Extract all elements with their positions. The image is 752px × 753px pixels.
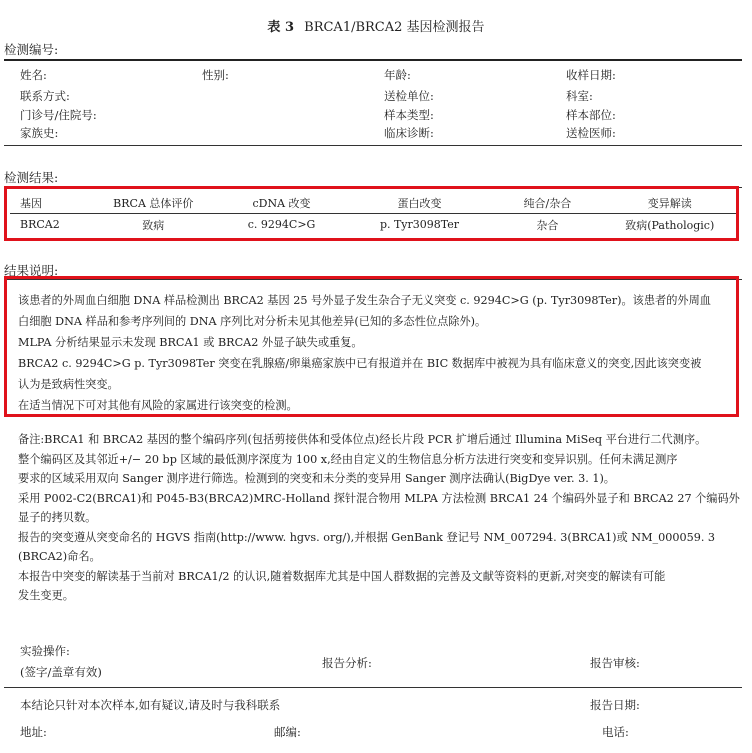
report-title-text: BRCA1/BRCA2 基因检测报告 <box>304 20 485 35</box>
note-line: 发生变更。 <box>18 589 74 602</box>
postcode-label: 邮编: <box>274 725 301 739</box>
cell-overall: 致病 <box>142 218 165 232</box>
explanation-line: 认为是致病性突变。 <box>18 378 119 391</box>
sample-type-field: 样本类型: <box>384 108 434 122</box>
sending-unit-field: 送检单位: <box>384 89 434 103</box>
clinic-number-field: 门诊号/住院号: <box>20 108 97 122</box>
department-field: 科室: <box>566 89 593 103</box>
header-zygosity: 纯合/杂合 <box>493 192 601 214</box>
header-protein: 蛋白改变 <box>346 192 494 214</box>
note-line: 采用 P002-C2(BRCA1)和 P045-B3(BRCA2)MRC-Holland 探针混合物用 MLPA 方法检测 BRCA1 24 个编码外显子和 BRCA2 27 个编码外 <box>18 491 740 505</box>
note-line: (BRCA2)命名。 <box>18 550 101 563</box>
explanation-line: 白细胞 DNA 样品和参考序列间的 DNA 序列比对分析未见其他差异(已知的多态性位点除外)。 <box>18 315 487 328</box>
explanation-line: 在适当情况下可对其他有风险的家属进行该突变的检测。 <box>18 399 298 412</box>
table-number: 表 3 <box>267 20 294 35</box>
note-line: 要求的区域采用双向 Sanger 测序进行筛选。检测到的突变和未分类的变异用 Sanger 测序法确认(BigDye ver. 3. 1)。 <box>18 472 615 485</box>
cell-protein: p. Tyr3098Ter <box>379 218 460 231</box>
divider <box>4 145 742 146</box>
contact-field: 联系方式: <box>20 89 70 103</box>
note-line: 报告的突变遵从突变命名的 HGVS 指南(http://www. hgvs. org/),并根据 GenBank 登记号 NM_007294. 3(BRCA1)或 NM_000059. 3 <box>18 530 716 544</box>
notes-text <box>18 430 742 606</box>
reviewer-label: 报告审核: <box>590 656 640 670</box>
cell-zygosity: 杂合 <box>536 218 559 232</box>
results-highlight-box <box>4 186 739 241</box>
explanation-line: 该患者的外周血白细胞 DNA 样品检测出 BRCA2 基因 25 号外显子发生杂合子无义突变 c. 9294C>G (p. Tyr3098Ter)。该患者的外周血 <box>18 294 711 307</box>
divider <box>4 687 742 688</box>
cell-cdna: c. 9294C>G <box>247 218 316 231</box>
doctor-field: 送检医师: <box>566 126 616 140</box>
operator-label: 实验操作: <box>20 644 70 658</box>
note-line: 备注:BRCA1 和 BRCA2 基因的整个编码序列(包括剪接供体和受体位点)经长片段 PCR 扩增后通过 Illumina MiSeq 平台进行二代测序。 <box>18 433 707 446</box>
test-number-label: 检测编号: <box>4 42 59 57</box>
note-line: 整个编码区及其邻近+/− 20 bp 区域的最低测序深度为 100 x,经由自定义的生物信息分析方法进行突变和变异识别。任何未满足测序 <box>18 452 678 466</box>
disclaimer-text: 本结论只针对本次样本,如有疑议,请及时与我科联系 <box>20 698 281 712</box>
explanation-line: MLPA 分析结果显示未发现 BRCA1 或 BRCA2 外显子缺失或重复。 <box>18 336 363 349</box>
phone-label: 电话: <box>602 725 629 739</box>
name-field: 姓名: <box>20 68 47 82</box>
explanation-section-label: 结果说明: <box>4 263 59 278</box>
sign-stamp-note: (签字/盖章有效) <box>20 665 102 679</box>
note-line: 显子的拷贝数。 <box>18 511 97 524</box>
results-section-label: 检测结果: <box>4 170 59 185</box>
sample-date-field: 收样日期: <box>566 68 616 82</box>
header-gene: 基因 <box>10 192 89 214</box>
clinical-diagnosis-field: 临床诊断: <box>384 126 434 140</box>
report-date-label: 报告日期: <box>590 698 640 712</box>
report-title <box>0 16 752 35</box>
cell-interpretation: 致病(Pathologic) <box>625 218 715 232</box>
explanation-highlight-box <box>4 276 739 417</box>
sample-site-field: 样本部位: <box>566 108 616 122</box>
explanation-line: BRCA2 c. 9294C>G p. Tyr3098Ter 突变在乳腺癌/卵巢癌家族中已有报道并在 BIC 数据库中被视为具有临床意义的突变,因此该突变被 <box>18 357 702 370</box>
note-line: 本报告中突变的解读基于当前对 BRCA1/2 的认识,随着数据库尤其是中国人群数据的完善及文献等资料的更新,对突变的解读有可能 <box>18 569 666 583</box>
gender-field: 性别: <box>202 68 229 82</box>
header-interpretation: 变异解读 <box>601 192 738 214</box>
header-overall: BRCA 总体评价 <box>89 192 217 214</box>
family-history-field: 家族史: <box>20 126 59 140</box>
cell-gene: BRCA2 <box>20 218 60 231</box>
age-field: 年龄: <box>384 68 411 82</box>
analyst-label: 报告分析: <box>322 656 372 670</box>
header-cdna: cDNA 改变 <box>218 192 346 214</box>
divider <box>4 59 742 61</box>
address-label: 地址: <box>20 725 47 739</box>
